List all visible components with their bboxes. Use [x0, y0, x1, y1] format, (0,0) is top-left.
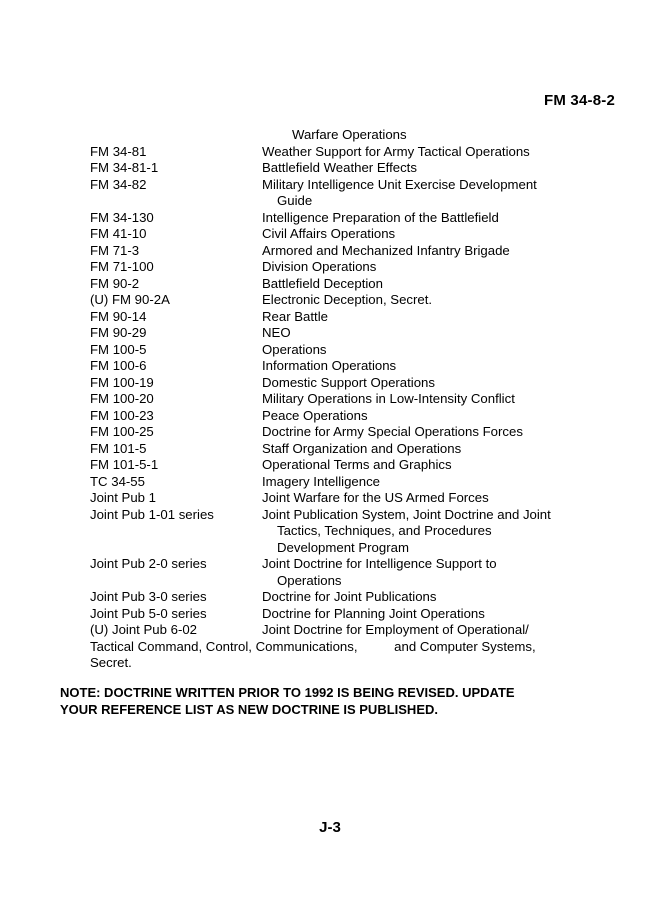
reference-title — [262, 457, 590, 474]
reference-code: FM 34-82 — [90, 176, 147, 192]
reference-title-line: Military Intelligence Unit Exercise Development — [262, 176, 537, 192]
reference-code: Joint Pub 1-01 series — [90, 506, 214, 522]
reference-code: FM 90-2 — [90, 275, 140, 291]
reference-title — [262, 342, 590, 359]
reference-row — [90, 507, 590, 557]
reference-code: Joint Pub 3-0 series — [90, 589, 207, 604]
reference-title-line: Information Operations — [262, 358, 397, 373]
reference-title — [262, 606, 590, 623]
reference-code: FM 101-5 — [90, 440, 147, 456]
reference-title-line: Joint Warfare for the US Armed Forces — [262, 490, 489, 505]
reference-row — [90, 325, 590, 342]
reference-title: Joint Doctrine for Employment of Operational/ — [262, 622, 529, 637]
reference-row — [90, 210, 590, 227]
reference-code: FM 100-23 — [90, 407, 154, 423]
reference-row — [90, 292, 590, 309]
reference-title — [262, 276, 590, 293]
reference-title — [262, 474, 590, 491]
reference-title-line: Civil Affairs Operations — [262, 226, 396, 241]
reference-row — [90, 276, 590, 293]
reference-title — [262, 507, 590, 557]
reference-title — [262, 408, 590, 425]
reference-code: FM 101-5-1 — [90, 457, 159, 472]
reference-title-continuation: Warfare Operations — [292, 127, 407, 142]
reference-title — [262, 391, 590, 408]
reference-code: FM 34-81-1 — [90, 160, 159, 175]
reference-code: (U) FM 90-2A — [90, 292, 170, 307]
carryover-line — [90, 127, 590, 144]
reference-title — [262, 325, 590, 342]
reference-title — [262, 210, 590, 227]
reference-title — [262, 589, 590, 606]
reference-code: TC 34-55 — [90, 473, 145, 489]
reference-row — [90, 556, 590, 589]
reference-row — [90, 342, 590, 359]
reference-code: FM 100-19 — [90, 374, 154, 390]
reference-title-line: Battlefield Weather Effects — [262, 160, 417, 175]
reference-row — [90, 177, 590, 210]
reference-title — [262, 358, 590, 375]
reference-code: (U) Joint Pub 6-02 — [90, 622, 198, 637]
reference-title-line: Peace Operations — [262, 407, 368, 423]
reference-title-line: Domestic Support Operations — [262, 374, 435, 390]
reference-title-continuation: Guide — [277, 193, 313, 208]
reference-title-line: Joint Publication System, Joint Doctrine and Joint — [262, 506, 551, 522]
reference-code: FM 100-5 — [90, 341, 147, 357]
reference-code: Joint Pub 5-0 series — [90, 605, 207, 621]
reference-title — [262, 292, 590, 309]
reference-title-line: Electronic Deception, Secret. — [262, 292, 433, 307]
reference-title — [262, 424, 590, 441]
reference-row — [90, 424, 590, 441]
reference-title-line: Battlefield Deception — [262, 275, 383, 291]
reference-code: FM 71-100 — [90, 259, 154, 274]
reference-row — [90, 408, 590, 425]
reference-code: FM 90-29 — [90, 325, 147, 340]
reference-title — [262, 144, 590, 161]
reference-title-line: Imagery Intelligence — [262, 473, 381, 489]
reference-row — [90, 474, 590, 491]
reference-title-line: Military Operations in Low-Intensity Conflict — [262, 391, 515, 406]
reference-title-line: Division Operations — [262, 259, 377, 274]
reference-code: FM 100-6 — [90, 358, 147, 373]
note-line: YOUR REFERENCE LIST AS NEW DOCTRINE IS PUBLISHED. — [60, 702, 438, 717]
reference-wrap-line: Secret. — [90, 655, 132, 670]
reference-row — [90, 226, 590, 243]
reference-code: FM 100-25 — [90, 424, 154, 439]
reference-title-continuation: Tactics, Techniques, and Procedures — [277, 523, 492, 538]
reference-code: FM 71-3 — [90, 242, 140, 258]
reference-title-line: Doctrine for Army Special Operations Forces — [262, 424, 523, 439]
page-number: J-3 — [319, 819, 341, 836]
reference-title — [262, 259, 590, 276]
reference-title — [262, 177, 590, 210]
reference-title — [262, 556, 590, 589]
reference-code: FM 90-14 — [90, 308, 147, 324]
reference-row — [90, 606, 590, 623]
document-id-header: FM 34-8-2 — [544, 92, 615, 109]
reference-row — [90, 391, 590, 408]
reference-title — [262, 375, 590, 392]
reference-row — [90, 144, 590, 161]
reference-title-line: Doctrine for Planning Joint Operations — [262, 605, 485, 621]
reference-rows — [90, 144, 590, 623]
reference-title-line: Doctrine for Joint Publications — [262, 589, 437, 604]
reference-title — [262, 490, 590, 507]
reference-title-line: Operations — [262, 341, 327, 357]
reference-code: FM 34-81 — [90, 143, 147, 159]
reference-wrap-line: Tactical Command, Control, Communications, and Computer Systems, — [90, 638, 536, 654]
reference-list — [90, 127, 590, 672]
reference-title-continuation: Operations — [277, 572, 342, 588]
reference-title-line: Joint Doctrine for Intelligence Support to — [262, 556, 497, 571]
revision-note — [60, 684, 580, 718]
reference-title — [262, 160, 590, 177]
reference-title — [262, 243, 590, 260]
reference-code: FM 34-130 — [90, 209, 154, 225]
note-line: NOTE: DOCTRINE WRITTEN PRIOR TO 1992 IS BEING REVISED. UPDATE — [60, 685, 515, 700]
reference-row — [90, 243, 590, 260]
reference-title-line: NEO — [262, 325, 291, 340]
reference-code: Joint Pub 1 — [90, 490, 156, 505]
reference-row — [90, 589, 590, 606]
reference-title-line: Weather Support for Army Tactical Operations — [262, 143, 530, 159]
reference-title-line: Intelligence Preparation of the Battlefield — [262, 209, 499, 225]
reference-row — [90, 457, 590, 474]
reference-code: FM 100-20 — [90, 391, 154, 406]
reference-title-line: Armored and Mechanized Infantry Brigade — [262, 242, 510, 258]
reference-row — [90, 259, 590, 276]
reference-title — [262, 441, 590, 458]
reference-code: Joint Pub 2-0 series — [90, 556, 207, 571]
reference-row-joint-pub-6-02 — [90, 622, 590, 639]
reference-row — [90, 375, 590, 392]
reference-row — [90, 441, 590, 458]
reference-row — [90, 358, 590, 375]
reference-code: FM 41-10 — [90, 226, 147, 241]
reference-title-line: Operational Terms and Graphics — [262, 457, 452, 472]
reference-row — [90, 490, 590, 507]
reference-title-continuation: Development Program — [277, 539, 409, 555]
reference-title-line: Staff Organization and Operations — [262, 440, 462, 456]
reference-title-line: Rear Battle — [262, 308, 328, 324]
reference-title — [262, 226, 590, 243]
reference-row — [90, 309, 590, 326]
reference-row — [90, 160, 590, 177]
reference-title — [262, 309, 590, 326]
